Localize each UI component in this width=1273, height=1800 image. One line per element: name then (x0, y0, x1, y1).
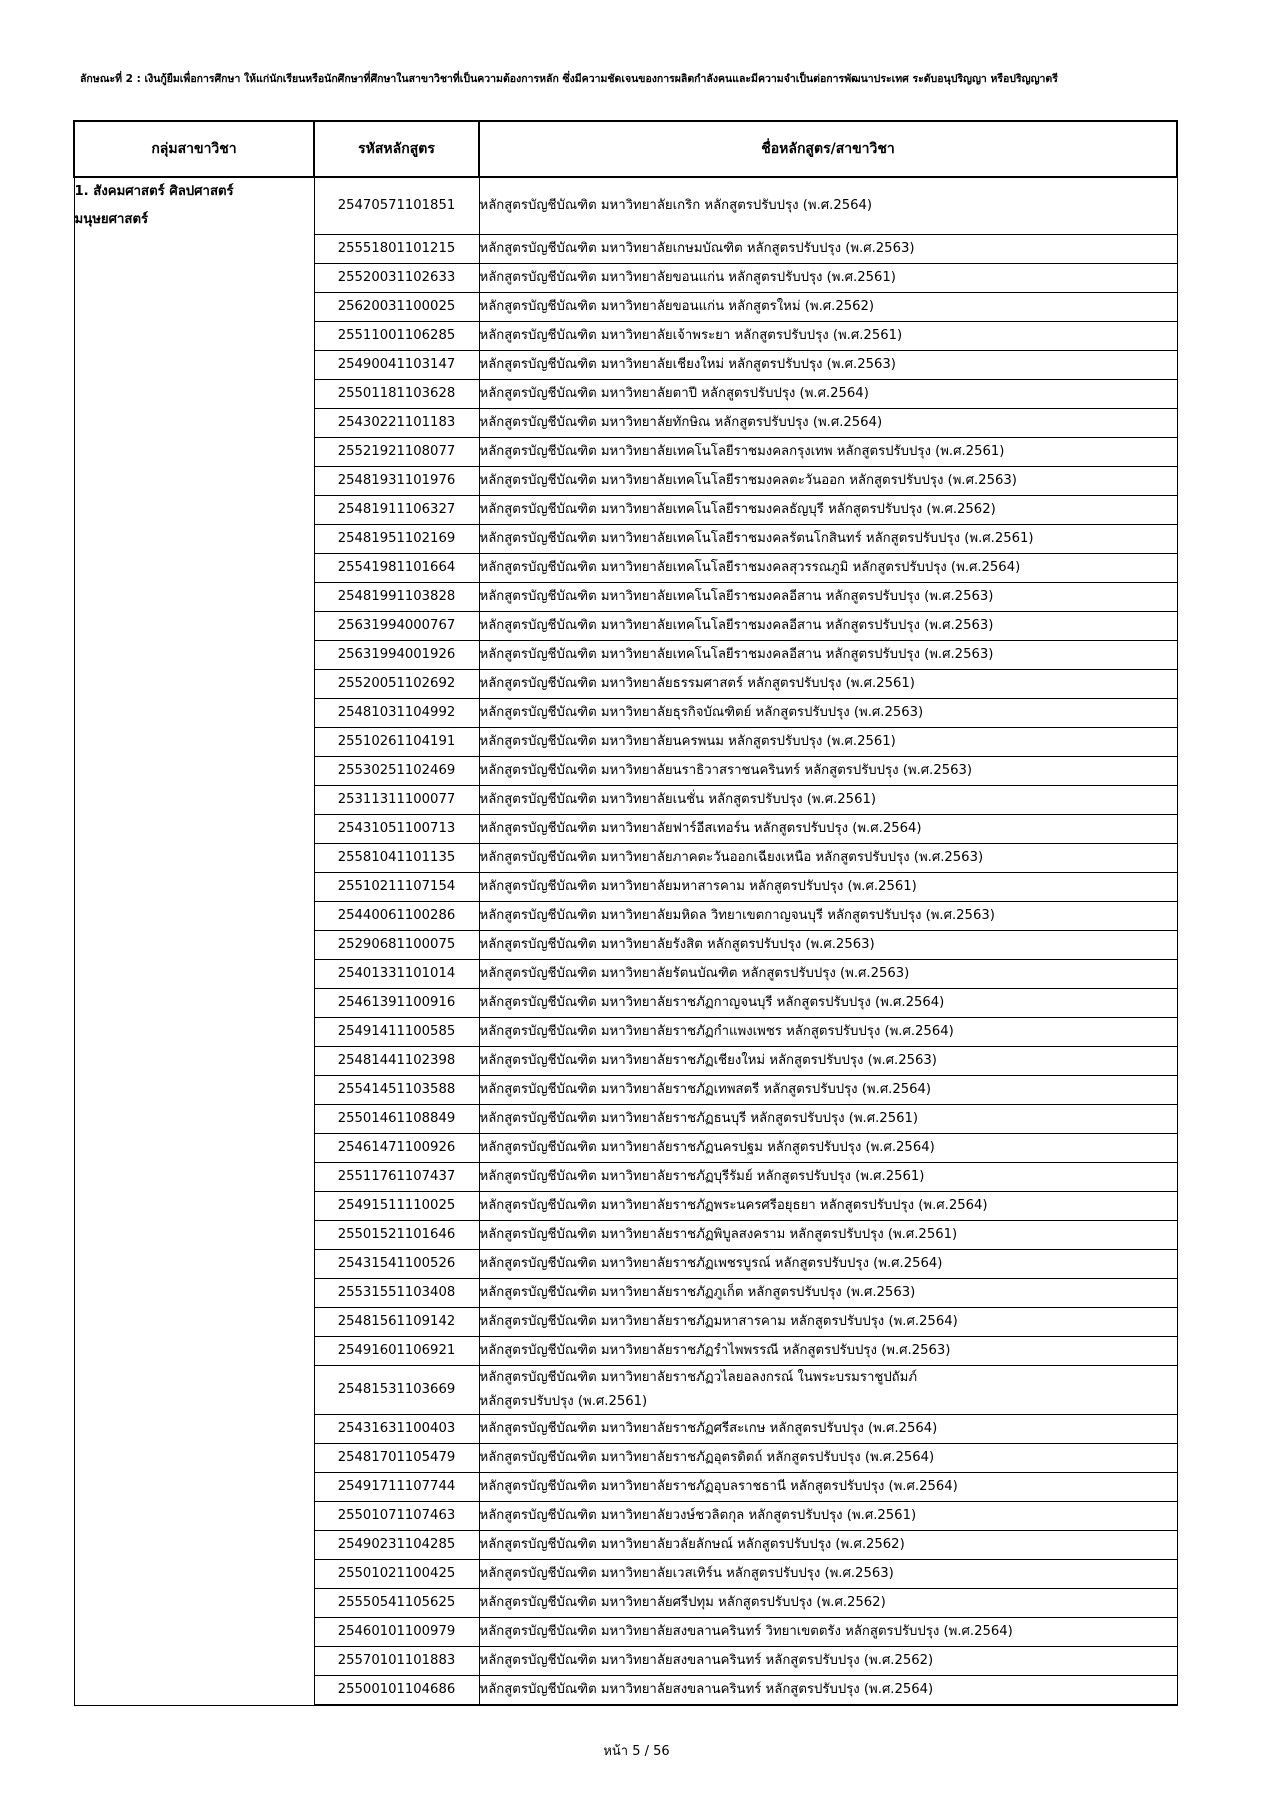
course-name (479, 1366, 1177, 1415)
course-code: 25430221101183 (314, 409, 479, 438)
page-number: หน้า 5 / 56 (603, 1744, 670, 1759)
course-name: หลักสูตรบัญชีบัณฑิต มหาวิทยาลัยนครพนม หลักสูตรปรับปรุง (พ.ศ.2561) (479, 728, 1177, 757)
course-name: หลักสูตรบัญชีบัณฑิต มหาวิทยาลัยราชภัฏบุรีรัมย์ หลักสูตรปรับปรุง (พ.ศ.2561) (479, 1163, 1177, 1192)
course-name: หลักสูตรบัญชีบัณฑิต มหาวิทยาลัยเจ้าพระยา หลักสูตรปรับปรุง (พ.ศ.2561) (479, 322, 1177, 351)
course-code: 25631994001926 (314, 641, 479, 670)
course-name: หลักสูตรบัญชีบัณฑิต มหาวิทยาลัยราชภัฏพระนครศรีอยุธยา หลักสูตรปรับปรุง (พ.ศ.2564) (479, 1192, 1177, 1221)
course-name: หลักสูตรบัญชีบัณฑิต มหาวิทยาลัยราชภัฏภูเก็ต หลักสูตรปรับปรุง (พ.ศ.2563) (479, 1279, 1177, 1308)
course-name: หลักสูตรบัญชีบัณฑิต มหาวิทยาลัยรังสิต หลักสูตรปรับปรุง (พ.ศ.2563) (479, 931, 1177, 960)
course-code: 25481531103669 (314, 1366, 479, 1415)
course-name: หลักสูตรบัญชีบัณฑิต มหาวิทยาลัยเกษมบัณฑิต หลักสูตรปรับปรุง (พ.ศ.2563) (479, 235, 1177, 264)
course-name: หลักสูตรบัญชีบัณฑิต มหาวิทยาลัยศรีปทุม หลักสูตรปรับปรุง (พ.ศ.2562) (479, 1589, 1177, 1618)
course-code: 25470571101851 (314, 177, 479, 235)
course-code: 25491411100585 (314, 1018, 479, 1047)
course-code: 25481911106327 (314, 496, 479, 525)
course-code: 25510211107154 (314, 873, 479, 902)
course-code: 25530251102469 (314, 757, 479, 786)
course-code: 25631994000767 (314, 612, 479, 641)
course-name: หลักสูตรบัญชีบัณฑิต มหาวิทยาลัยภาคตะวันออกเฉียงเหนือ หลักสูตรปรับปรุง (พ.ศ.2563) (479, 844, 1177, 873)
course-name: หลักสูตรบัญชีบัณฑิต มหาวิทยาลัยราชภัฏเชียงใหม่ หลักสูตรปรับปรุง (พ.ศ.2563) (479, 1047, 1177, 1076)
course-code: 25491711107744 (314, 1473, 479, 1502)
header-group: กลุ่มสาขาวิชา (74, 121, 314, 177)
course-name: หลักสูตรบัญชีบัณฑิต มหาวิทยาลัยเทคโนโลยีราชมงคลตะวันออก หลักสูตรปรับปรุง (พ.ศ.2563) (479, 467, 1177, 496)
course-code: 25460101100979 (314, 1618, 479, 1647)
course-name: หลักสูตรบัญชีบัณฑิต มหาวิทยาลัยมหาสารคาม หลักสูตรปรับปรุง (พ.ศ.2561) (479, 873, 1177, 902)
course-name: หลักสูตรบัญชีบัณฑิต มหาวิทยาลัยวลัยลักษณ์ หลักสูตรปรับปรุง (พ.ศ.2562) (479, 1531, 1177, 1560)
course-code: 25510261104191 (314, 728, 479, 757)
course-name: หลักสูตรบัญชีบัณฑิต มหาวิทยาลัยราชภัฏอุบลราชธานี หลักสูตรปรับปรุง (พ.ศ.2564) (479, 1473, 1177, 1502)
course-name: หลักสูตรบัญชีบัณฑิต มหาวิทยาลัยเทคโนโลยีราชมงคลสุวรรณภูมิ หลักสูตรปรับปรุง (พ.ศ.2564) (479, 554, 1177, 583)
course-code: 25531551103408 (314, 1279, 479, 1308)
course-code: 25401331101014 (314, 960, 479, 989)
course-name: หลักสูตรบัญชีบัณฑิต มหาวิทยาลัยเนชั่น หลักสูตรปรับปรุง (พ.ศ.2561) (479, 786, 1177, 815)
course-name: หลักสูตรบัญชีบัณฑิต มหาวิทยาลัยราชภัฏกาญจนบุรี หลักสูตรปรับปรุง (พ.ศ.2564) (479, 989, 1177, 1018)
course-name: หลักสูตรบัญชีบัณฑิต มหาวิทยาลัยเทคโนโลยีราชมงคลรัตนโกสินทร์ หลักสูตรปรับปรุง (พ.ศ.2561) (479, 525, 1177, 554)
course-name: หลักสูตรบัญชีบัณฑิต มหาวิทยาลัยขอนแก่น หลักสูตรปรับปรุง (พ.ศ.2561) (479, 264, 1177, 293)
course-code: 25521921108077 (314, 438, 479, 467)
course-name-line: หลักสูตรบัญชีบัณฑิต มหาวิทยาลัยราชภัฏวไลยอลงกรณ์ ในพระบรมราชูปถัมภ์ (479, 1370, 918, 1385)
course-code: 25501071107463 (314, 1502, 479, 1531)
course-name: หลักสูตรบัญชีบัณฑิต มหาวิทยาลัยฟาร์อีสเทอร์น หลักสูตรปรับปรุง (พ.ศ.2564) (479, 815, 1177, 844)
course-code: 25511001106285 (314, 322, 479, 351)
course-code: 25481991103828 (314, 583, 479, 612)
course-code: 25431631100403 (314, 1415, 479, 1444)
course-name: หลักสูตรบัญชีบัณฑิต มหาวิทยาลัยสงขลานครินทร์ วิทยาเขตตรัง หลักสูตรปรับปรุง (พ.ศ.2564) (479, 1618, 1177, 1647)
course-name: หลักสูตรบัญชีบัณฑิต มหาวิทยาลัยเทคโนโลยีราชมงคลอีสาน หลักสูตรปรับปรุง (พ.ศ.2563) (479, 641, 1177, 670)
table-body (74, 177, 1177, 1705)
course-code: 25461391100916 (314, 989, 479, 1018)
course-name: หลักสูตรบัญชีบัณฑิต มหาวิทยาลัยราชภัฏนครปฐม หลักสูตรปรับปรุง (พ.ศ.2564) (479, 1134, 1177, 1163)
course-code: 25501021100425 (314, 1560, 479, 1589)
course-name: หลักสูตรบัญชีบัณฑิต มหาวิทยาลัยเกริก หลักสูตรปรับปรุง (พ.ศ.2564) (479, 177, 1177, 235)
course-code: 25520051102692 (314, 670, 479, 699)
course-name: หลักสูตรบัญชีบัณฑิต มหาวิทยาลัยวงษ์ชวลิตกุล หลักสูตรปรับปรุง (พ.ศ.2561) (479, 1502, 1177, 1531)
course-code: 25440061100286 (314, 902, 479, 931)
course-code: 25461471100926 (314, 1134, 479, 1163)
course-name: หลักสูตรบัญชีบัณฑิต มหาวิทยาลัยธุรกิจบัณฑิตย์ หลักสูตรปรับปรุง (พ.ศ.2563) (479, 699, 1177, 728)
course-name: หลักสูตรบัญชีบัณฑิต มหาวิทยาลัยราชภัฏธนบุรี หลักสูตรปรับปรุง (พ.ศ.2561) (479, 1105, 1177, 1134)
course-code: 25481951102169 (314, 525, 479, 554)
course-code: 25431051100713 (314, 815, 479, 844)
course-code: 25491601106921 (314, 1337, 479, 1366)
course-code: 25481931101976 (314, 467, 479, 496)
course-name: หลักสูตรบัญชีบัณฑิต มหาวิทยาลัยราชภัฏกำแพงเพชร หลักสูตรปรับปรุง (พ.ศ.2564) (479, 1018, 1177, 1047)
course-code: 25290681100075 (314, 931, 479, 960)
curriculum-table (73, 120, 1178, 1706)
course-code: 25431541100526 (314, 1250, 479, 1279)
course-code: 25311311100077 (314, 786, 479, 815)
page-heading: ลักษณะที่ 2 : เงินกู้ยืมเพื่อการศึกษา ให้แก่นักเรียนหรือนักศึกษาที่ศึกษาในสาขาวิชาที่เป็นความต้องการหลัก ซึ่งมีความชัดเจนของการผลิตกำลังคนและมีความจำเป็นต่อการพัฒนาประเทศ ระดับอนุปริญญา หรือปริญญาตรี (80, 73, 1058, 85)
course-name: หลักสูตรบัญชีบัณฑิต มหาวิทยาลัยเวสเทิร์น หลักสูตรปรับปรุง (พ.ศ.2563) (479, 1560, 1177, 1589)
course-code: 25550541105625 (314, 1589, 479, 1618)
course-name: หลักสูตรบัญชีบัณฑิต มหาวิทยาลัยเทคโนโลยีราชมงคลอีสาน หลักสูตรปรับปรุง (พ.ศ.2563) (479, 612, 1177, 641)
course-name: หลักสูตรบัญชีบัณฑิต มหาวิทยาลัยราชภัฏศรีสะเกษ หลักสูตรปรับปรุง (พ.ศ.2564) (479, 1415, 1177, 1444)
course-code: 25490041103147 (314, 351, 479, 380)
course-code: 25501181103628 (314, 380, 479, 409)
group-cell: 1. สังคมศาสตร์ ศิลปศาสตร์ มนุษยศาสตร์ (74, 177, 314, 1705)
course-name: หลักสูตรบัญชีบัณฑิต มหาวิทยาลัยสงขลานครินทร์ หลักสูตรปรับปรุง (พ.ศ.2564) (479, 1676, 1177, 1706)
course-code: 25481561109142 (314, 1308, 479, 1337)
course-name: หลักสูตรบัญชีบัณฑิต มหาวิทยาลัยนราธิวาสราชนครินทร์ หลักสูตรปรับปรุง (พ.ศ.2563) (479, 757, 1177, 786)
course-code: 25541981101664 (314, 554, 479, 583)
course-code: 25490231104285 (314, 1531, 479, 1560)
course-name: หลักสูตรบัญชีบัณฑิต มหาวิทยาลัยธรรมศาสตร์ หลักสูตรปรับปรุง (พ.ศ.2561) (479, 670, 1177, 699)
table-row (74, 177, 1177, 235)
course-code: 25511761107437 (314, 1163, 479, 1192)
course-code: 25541451103588 (314, 1076, 479, 1105)
course-code: 25481701105479 (314, 1444, 479, 1473)
table-header-row (74, 121, 1177, 177)
course-code: 25481441102398 (314, 1047, 479, 1076)
course-name: หลักสูตรบัญชีบัณฑิต มหาวิทยาลัยเชียงใหม่ หลักสูตรปรับปรุง (พ.ศ.2563) (479, 351, 1177, 380)
course-name: หลักสูตรบัญชีบัณฑิต มหาวิทยาลัยเทคโนโลยีราชมงคลกรุงเทพ หลักสูตรปรับปรุง (พ.ศ.2561) (479, 438, 1177, 467)
course-code: 25570101101883 (314, 1647, 479, 1676)
course-name: หลักสูตรบัญชีบัณฑิต มหาวิทยาลัยมหิดล วิทยาเขตกาญจนบุรี หลักสูตรปรับปรุง (พ.ศ.2563) (479, 902, 1177, 931)
course-code: 25581041101135 (314, 844, 479, 873)
course-name: หลักสูตรบัญชีบัณฑิต มหาวิทยาลัยราชภัฏมหาสารคาม หลักสูตรปรับปรุง (พ.ศ.2564) (479, 1308, 1177, 1337)
course-code: 25481031104992 (314, 699, 479, 728)
course-name: หลักสูตรบัญชีบัณฑิต มหาวิทยาลัยเทคโนโลยีราชมงคลธัญบุรี หลักสูตรปรับปรุง (พ.ศ.2562) (479, 496, 1177, 525)
course-code: 25620031100025 (314, 293, 479, 322)
course-name: หลักสูตรบัญชีบัณฑิต มหาวิทยาลัยรัตนบัณฑิต หลักสูตรปรับปรุง (พ.ศ.2563) (479, 960, 1177, 989)
course-code: 25551801101215 (314, 235, 479, 264)
course-name: หลักสูตรบัญชีบัณฑิต มหาวิทยาลัยทักษิณ หลักสูตรปรับปรุง (พ.ศ.2564) (479, 409, 1177, 438)
course-code: 25501461108849 (314, 1105, 479, 1134)
course-name: หลักสูตรบัญชีบัณฑิต มหาวิทยาลัยราชภัฏเพชรบูรณ์ หลักสูตรปรับปรุง (พ.ศ.2564) (479, 1250, 1177, 1279)
course-code: 25500101104686 (314, 1676, 479, 1706)
course-name: หลักสูตรบัญชีบัณฑิต มหาวิทยาลัยราชภัฏอุตรดิตถ์ หลักสูตรปรับปรุง (พ.ศ.2564) (479, 1444, 1177, 1473)
course-name-line: หลักสูตรปรับปรุง (พ.ศ.2561) (479, 1394, 648, 1409)
course-name: หลักสูตรบัญชีบัณฑิต มหาวิทยาลัยราชภัฏพิบูลสงคราม หลักสูตรปรับปรุง (พ.ศ.2561) (479, 1221, 1177, 1250)
course-name: หลักสูตรบัญชีบัณฑิต มหาวิทยาลัยขอนแก่น หลักสูตรใหม่ (พ.ศ.2562) (479, 293, 1177, 322)
header-code: รหัสหลักสูตร (314, 121, 479, 177)
course-code: 25501521101646 (314, 1221, 479, 1250)
course-name: หลักสูตรบัญชีบัณฑิต มหาวิทยาลัยราชภัฏรำไพพรรณี หลักสูตรปรับปรุง (พ.ศ.2563) (479, 1337, 1177, 1366)
course-name: หลักสูตรบัญชีบัณฑิต มหาวิทยาลัยราชภัฏเทพสตรี หลักสูตรปรับปรุง (พ.ศ.2564) (479, 1076, 1177, 1105)
course-code: 25491511110025 (314, 1192, 479, 1221)
course-name: หลักสูตรบัญชีบัณฑิต มหาวิทยาลัยตาปี หลักสูตรปรับปรุง (พ.ศ.2564) (479, 380, 1177, 409)
header-name: ชื่อหลักสูตร/สาขาวิชา (479, 121, 1177, 177)
course-name: หลักสูตรบัญชีบัณฑิต มหาวิทยาลัยเทคโนโลยีราชมงคลอีสาน หลักสูตรปรับปรุง (พ.ศ.2563) (479, 583, 1177, 612)
course-code: 25520031102633 (314, 264, 479, 293)
course-name: หลักสูตรบัญชีบัณฑิต มหาวิทยาลัยสงขลานครินทร์ หลักสูตรปรับปรุง (พ.ศ.2562) (479, 1647, 1177, 1676)
